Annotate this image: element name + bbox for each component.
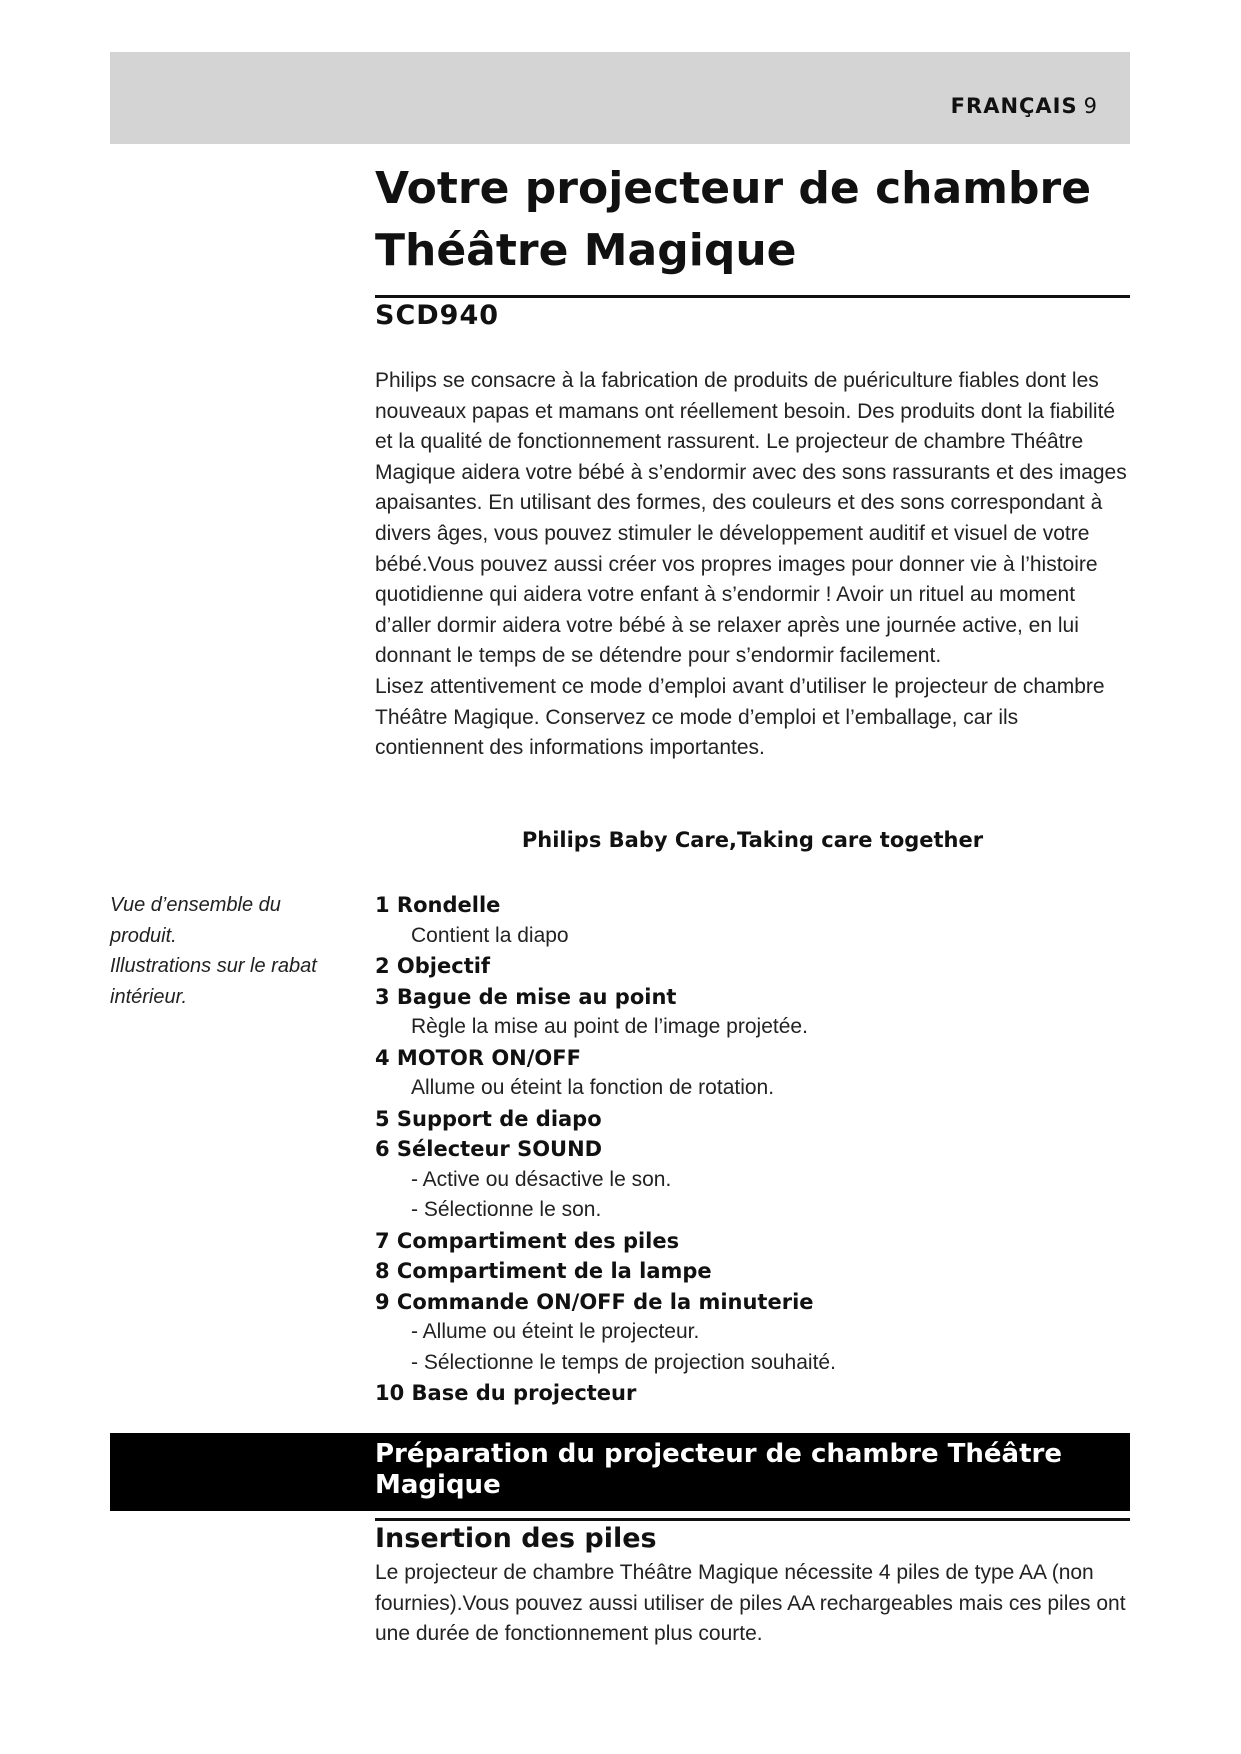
part-detail: - Allume ou éteint le projecteur. (411, 1320, 700, 1343)
part-label: 8 Compartiment de la lampe (375, 1259, 712, 1283)
intro-text (375, 366, 1130, 764)
model-number: SCD940 (375, 300, 500, 331)
part-detail: - Sélectionne le son. (411, 1198, 602, 1221)
part-detail: Contient la diapo (411, 923, 569, 947)
part-item (375, 1043, 1130, 1104)
part-item (375, 1287, 1130, 1379)
part-detail: - Sélectionne le temps de projection souhaité. (411, 1350, 836, 1374)
part-detail: - Active ou désactive le son. (411, 1167, 672, 1191)
parts-list (375, 890, 1130, 1409)
subsection-title: Insertion des piles (375, 1523, 657, 1554)
intro-paragraph: Philips se consacre à la fabrication de produits de puériculture fiables dont les nouveaux papas et mamans ont réellement besoin. Des produits dont la fiabilité et la qualité de fonctionnement rassurent. Le projecteur de chambre Théâtre Magique aidera votre bébé à s’endormir avec des sons rassurants et des images apaisantes. En utilisant des formes, des couleurs et des sons correspondant à divers âges, vous pouvez stimuler le développement auditif et visuel de votre bébé.Vous pouvez aussi créer vos propres images pour donner vie à l’histoire quotidienne qui aidera votre enfant à s’endormir ! Avoir un rituel au moment d’aller dormir aidera votre bébé à se relaxer après une journée active, en lui donnant le temps de se détendre pour s’endormir facilement. (375, 369, 1127, 668)
part-label: 7 Compartiment des piles (375, 1228, 680, 1253)
part-label: 6 Sélecteur SOUND (375, 1137, 603, 1161)
part-item (375, 1226, 1130, 1257)
part-detail: Allume ou éteint la fonction de rotation. (411, 1076, 775, 1099)
side-note (110, 890, 340, 1012)
part-label: 9 Commande ON/OFF de la minuterie (375, 1289, 814, 1314)
section-title: Préparation du projecteur de chambre Théâtre Magique (375, 1439, 1062, 1500)
part-label: 5 Support de diapo (375, 1106, 602, 1131)
part-label: 3 Bague de mise au point (375, 984, 677, 1009)
tagline: Philips Baby Care,Taking care together (521, 828, 984, 852)
part-item (375, 890, 1130, 951)
intro-paragraph: Lisez attentivement ce mode d’emploi avant d’utiliser le projecteur de chambre Théâtre Magique. Conservez ce mode d’emploi et l’emballage, car ils contiennent des informations importantes. (375, 674, 1105, 760)
part-item (375, 982, 1130, 1043)
part-detail: Règle la mise au point de l’image projetée. (411, 1015, 808, 1038)
page-number: 9 (1083, 94, 1098, 118)
part-item (375, 1104, 1130, 1135)
part-label: 4 MOTOR ON/OFF (375, 1045, 581, 1070)
part-item (375, 951, 1130, 982)
page-title: Votre projecteur de chambre Théâtre Magique (375, 163, 1092, 276)
part-item (375, 1134, 1130, 1226)
part-label: 10 Base du projecteur (375, 1381, 637, 1405)
side-note-line: Illustrations sur le rabat intérieur. (110, 955, 317, 1008)
subsection-rule (375, 1518, 1130, 1521)
part-label: 2 Objectif (375, 954, 491, 978)
header-language: FRANÇAIS (950, 94, 1078, 118)
side-note-line: Vue d’ensemble du produit. (110, 894, 281, 947)
part-item (375, 1378, 1130, 1409)
page-header (951, 94, 1098, 118)
part-item (375, 1256, 1130, 1287)
subsection-text: Le projecteur de chambre Théâtre Magique nécessite 4 piles de type AA (non fournies).Vous pouvez aussi utiliser de piles AA rechargeables mais ces piles ont une durée de fonctionnement plus courte. (375, 1561, 1126, 1646)
header-band (110, 52, 1130, 144)
part-label: 1 Rondelle (375, 893, 501, 917)
title-rule (375, 295, 1130, 298)
section-band (110, 1433, 1130, 1511)
